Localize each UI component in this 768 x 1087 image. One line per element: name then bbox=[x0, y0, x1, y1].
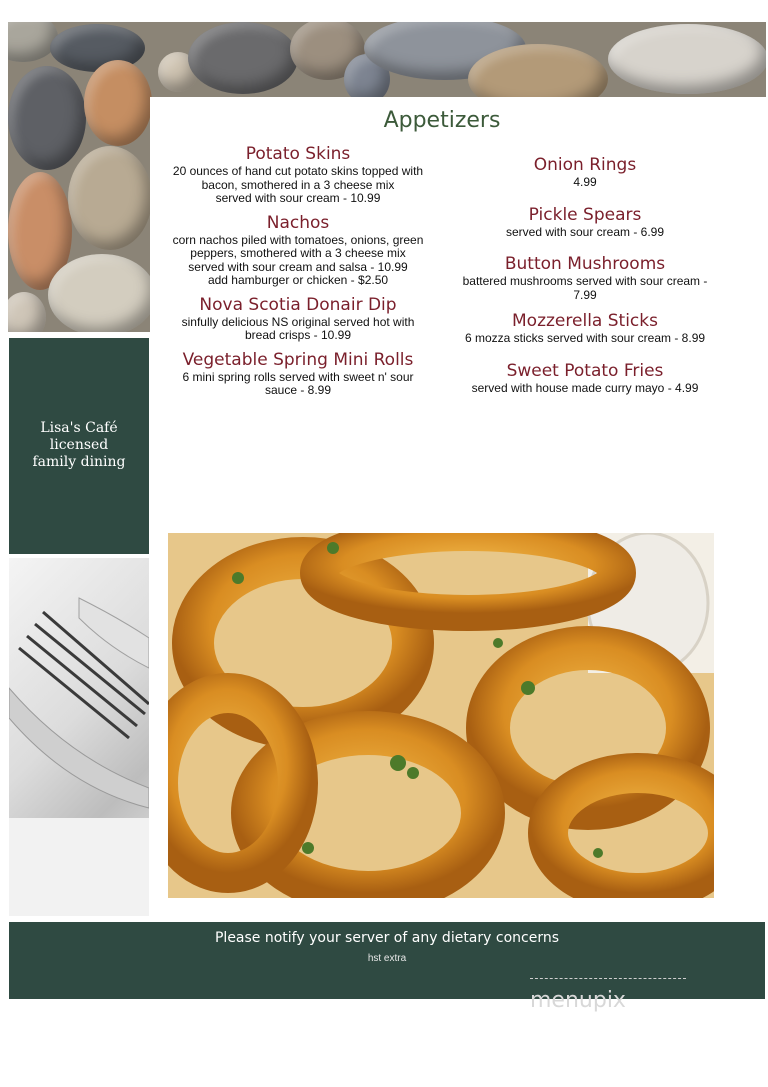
item-name: Nachos bbox=[266, 212, 330, 233]
fork-image bbox=[9, 558, 149, 916]
menu-item-nachos bbox=[165, 212, 431, 288]
item-desc: served with sour cream - 6.99 bbox=[505, 224, 665, 239]
menu-item-potato-skins bbox=[165, 143, 431, 206]
item-name: Mozzerella Sticks bbox=[512, 311, 658, 331]
item-name: Sweet Potato Fries bbox=[506, 360, 664, 381]
menu-item-spring-rolls bbox=[165, 349, 431, 398]
item-name: Vegetable Spring Mini Rolls bbox=[182, 349, 414, 370]
menu-left-column bbox=[165, 143, 431, 398]
item-desc: bacon, smothered in a 3 cheese mix bbox=[201, 177, 395, 192]
item-name: Nova Scotia Donair Dip bbox=[199, 294, 397, 315]
hst-note: hst extra bbox=[367, 953, 407, 964]
menu-item-donair-dip bbox=[165, 294, 431, 343]
item-desc: 20 ounces of hand cut potato skins topped with bbox=[172, 164, 424, 178]
item-desc: served with sour cream - 10.99 bbox=[215, 191, 381, 205]
restaurant-name: Lisa's Café bbox=[40, 420, 118, 436]
item-desc: 4.99 bbox=[573, 175, 597, 189]
item-desc: 7.99 bbox=[573, 287, 597, 302]
item-desc: served with house made curry mayo - 4.99 bbox=[471, 380, 699, 395]
item-desc: peppers, smothered with a 3 cheese mix bbox=[190, 246, 406, 260]
item-desc: corn nachos piled with tomatoes, onions, green bbox=[172, 232, 424, 247]
item-desc: 6 mozza sticks served with sour cream - 8.99 bbox=[464, 331, 706, 345]
item-desc: bread crisps - 10.99 bbox=[244, 328, 352, 342]
dietary-notice: Please notify your server of any dietary concerns bbox=[214, 930, 560, 946]
item-name: Button Mushrooms bbox=[504, 254, 666, 274]
menu-item-mozzerella-sticks bbox=[455, 310, 715, 346]
item-desc: add hamburger or chicken - $2.50 bbox=[207, 273, 389, 287]
watermark-logo: menupix bbox=[530, 988, 626, 1013]
watermark-line bbox=[530, 978, 686, 979]
item-name: Pickle Spears bbox=[528, 204, 642, 225]
item-desc: 6 mini spring rolls served with sweet n' sour bbox=[182, 369, 414, 384]
menu-item-pickle-spears bbox=[455, 204, 715, 240]
item-desc: served with sour cream and salsa - 10.99 bbox=[188, 259, 408, 274]
menu-item-sweet-potato-fries bbox=[455, 360, 715, 396]
item-desc: battered mushrooms served with sour cream - bbox=[462, 274, 708, 288]
menu-item-button-mushrooms bbox=[455, 253, 715, 302]
tagline-licensed: licensed bbox=[49, 437, 109, 453]
tagline-family-dining: family dining bbox=[32, 454, 126, 470]
menu-item-onion-rings bbox=[455, 154, 715, 190]
item-name: Onion Rings bbox=[533, 155, 637, 175]
restaurant-tagline bbox=[9, 420, 149, 471]
item-name: Potato Skins bbox=[245, 144, 351, 164]
section-heading: Appetizers bbox=[383, 108, 501, 133]
item-desc: sauce - 8.99 bbox=[264, 383, 332, 397]
menu-right-column bbox=[455, 154, 715, 395]
onion-rings-photo bbox=[168, 533, 714, 898]
item-desc: sinfully delicious NS original served hot with bbox=[181, 314, 415, 329]
